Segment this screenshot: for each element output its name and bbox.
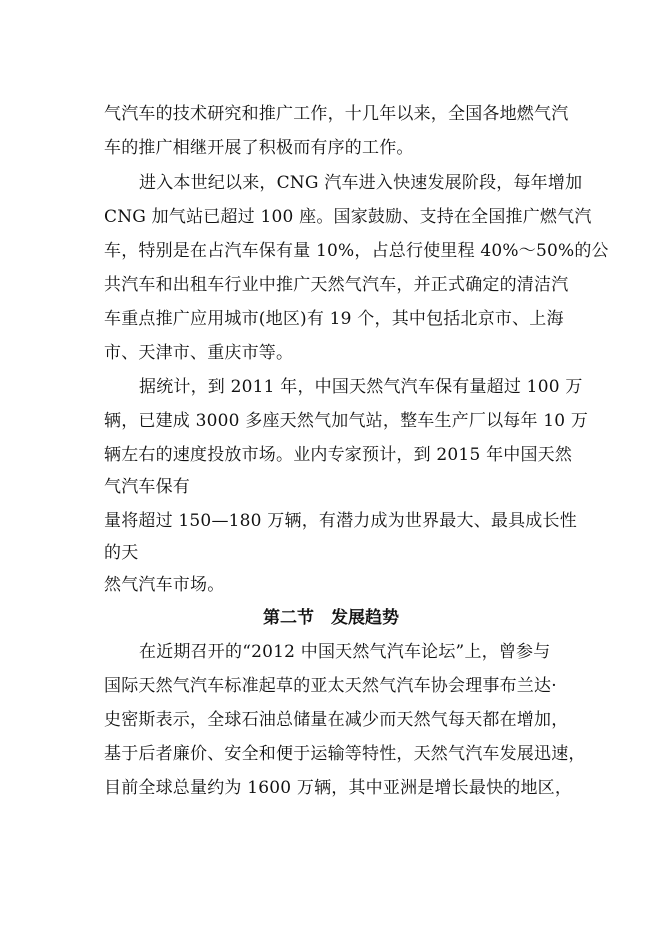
text-line: 国际天然气汽车标准起草的亚太天然气汽车协会理事布兰达· (104, 676, 557, 696)
paragraph-start-line: 进入本世纪以来，CNG 汽车进入快速发展阶段，每年增加 (139, 173, 583, 193)
text-line: 然气汽车市场。 (104, 575, 225, 595)
text-line: 气汽车保有 (104, 477, 190, 497)
text-line: 车的推广相继开展了积极而有序的工作。 (104, 138, 414, 158)
text-line: 量将超过 150—180 万辆，有潜力成为世界最大、最具成长性 (104, 511, 577, 531)
text-line: 的天 (104, 543, 139, 563)
text-line: 目前全球总量约为 1600 万辆，其中亚洲是增长最快的地区， (104, 778, 573, 798)
text-line: 市、天津市、重庆市等。 (104, 343, 294, 363)
text-line: 史密斯表示，全球石油总储量在减少而天然气每天都在增加， (104, 710, 569, 730)
text-line: 车重点推广应用城市(地区)有 19 个，其中包括北京市、上海 (104, 309, 564, 329)
section-heading: 第二节 发展趋势 (263, 608, 399, 628)
text-line: 辆，已建成 3000 多座天然气加气站，整车生产厂以每年 10 万 (104, 411, 589, 431)
text-line: 车，特别是在占汽车保有量 10%，占总行使里程 40%～50%的公 (104, 241, 609, 261)
paragraph-start-line: 据统计，到 2011 年，中国天然气汽车保有量超过 100 万 (139, 377, 583, 397)
text-line: 气汽车的技术研究和推广工作，十几年以来，全国各地燃气汽 (104, 104, 569, 124)
text-line: 共汽车和出租车行业中推广天然气汽车，并正式确定的清洁汽 (104, 275, 569, 295)
paragraph-start-line: 在近期召开的“2012 中国天然气汽车论坛”上，曾参与 (139, 642, 551, 662)
text-line: 基于后者廉价、安全和便于运输等特性，天然气汽车发展迅速， (104, 744, 586, 764)
text-line: CNG 加气站已超过 100 座。国家鼓励、支持在全国推广燃气汽 (104, 207, 592, 227)
text-line: 辆左右的速度投放市场。业内专家预计，到 2015 年中国天然 (104, 445, 573, 465)
